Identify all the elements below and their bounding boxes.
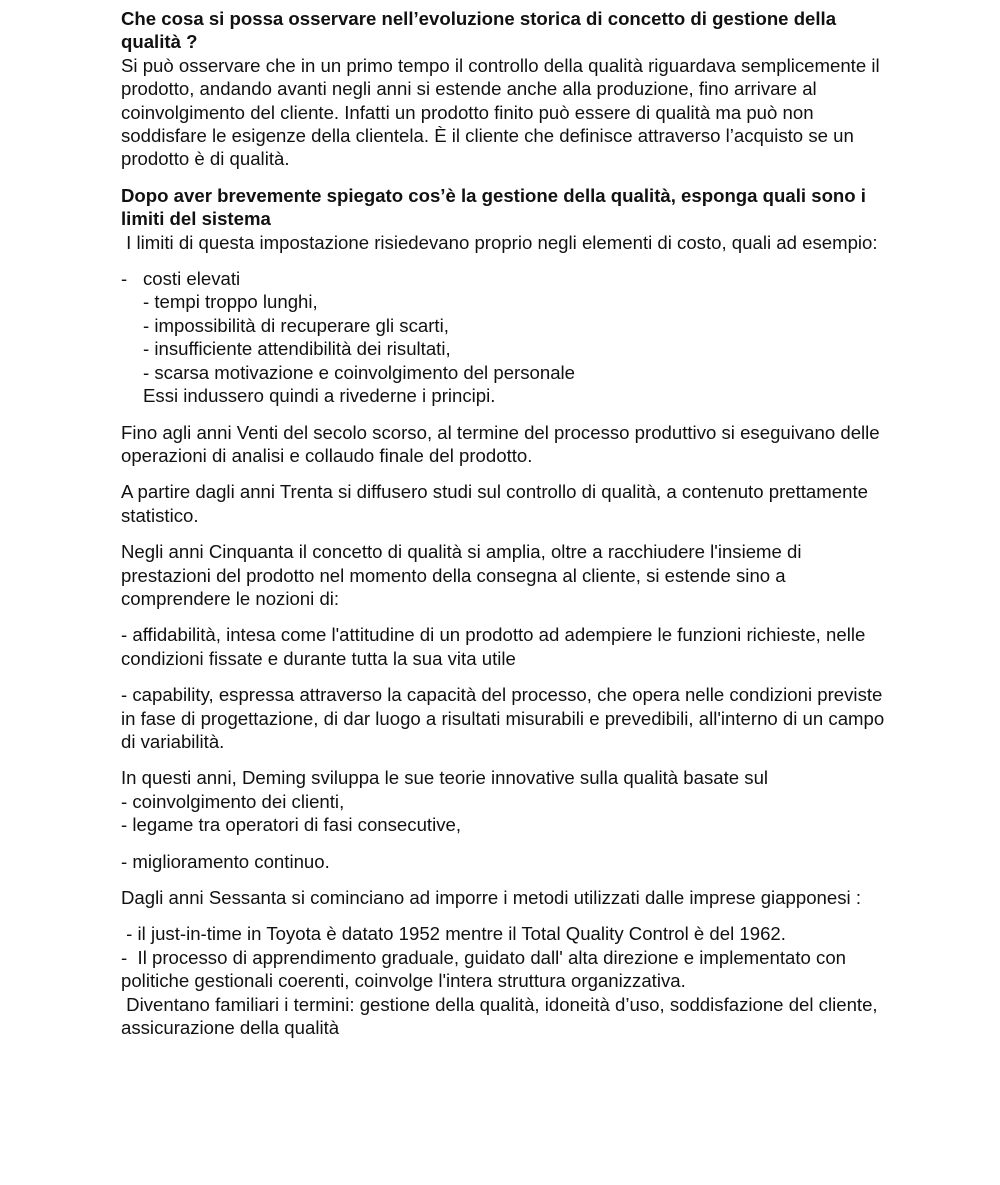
deming-line: - coinvolgimento dei clienti, — [121, 790, 345, 812]
list-item-text: costi elevati — [143, 268, 241, 290]
paragraph-fifties: Negli anni Cinquanta il concetto di qualità si amplia, oltre a racchiudere l'insieme di prestazioni del prodotto nel momento della consegna al cliente, si estende sino a comprendere le nozioni di: — [121, 541, 802, 609]
list-item — [121, 267, 890, 290]
paragraph-thirties: A partire dagli anni Trenta si diffusero studi sul controllo di qualità, a contenuto prettamente statistico. — [121, 481, 868, 526]
list-item: - impossibilità di recuperare gli scarti, — [143, 314, 449, 336]
question-heading-limits: Dopo aver brevemente spiegato cos’è la gestione della qualità, esponga quali sono i limiti del sistema — [121, 184, 866, 230]
list-item: - insufficiente attendibilità dei risultati, — [143, 338, 451, 360]
list-bullet: - — [121, 268, 128, 290]
limits-intro: I limiti di questa impostazione risiedevano proprio negli elementi di costo, quali ad esempio: — [121, 231, 878, 253]
paragraph-sixties: Dagli anni Sessanta si cominciano ad imporre i metodi utilizzati dalle imprese giapponesi : — [121, 887, 861, 908]
japanese-line: - Il processo di apprendimento graduale, guidato dall' alta direzione e implementato con politiche gestionali coerenti, coinvolge l'intera struttura organizzativa. — [121, 946, 852, 992]
question-heading-evolution: Che cosa si possa osservare nell’evoluzione storica di concetto di gestione della qualità ? — [121, 8, 837, 53]
paragraph-capability: - capability, espressa attraverso la capacità del processo, che opera nelle condizioni previste in fase di progettazione, di dar luogo a risultati misurabili e prevedibili, all'interno di un campo di variabilità. — [121, 684, 885, 752]
limits-list — [121, 267, 890, 407]
answer-evolution: Si può osservare che in un primo tempo il controllo della qualità riguardava semplicemente il prodotto, andando avanti negli anni si estende anche alla produzione, fino arrivare al coinvolgimento del cliente. Infatti un prodotto finito può essere di qualità ma può non soddisfare le esigenze della clientela. È il cliente che definisce attraverso l’acquisto se un prodotto è di qualità. — [121, 54, 880, 170]
paragraph-deming — [121, 766, 890, 836]
deming-line: - legame tra operatori di fasi consecutive, — [121, 814, 462, 836]
paragraph-japanese-methods — [121, 922, 890, 1039]
paragraph-affidabilita: - affidabilità, intesa come l'attitudine di un prodotto ad adempiere le funzioni richieste, nelle condizioni fissate e durante tutta la sua vita utile — [121, 624, 866, 669]
paragraph-twenties: Fino agli anni Venti del secolo scorso, al termine del processo produttivo si eseguivano delle operazioni di analisi e collaudo finale del prodotto. — [121, 421, 880, 466]
list-closing-text: Essi indussero quindi a rivederne i principi. — [143, 385, 496, 407]
list-item: - tempi troppo lunghi, — [143, 291, 318, 313]
deming-line: In questi anni, Deming sviluppa le sue teorie innovative sulla qualità basate sul — [121, 767, 769, 789]
japanese-line: Diventano familiari i termini: gestione della qualità, idoneità d’uso, soddisfazione del cliente, assicurazione della qualità — [121, 993, 883, 1039]
japanese-line: - il just-in-time in Toyota è datato 1952 mentre il Total Quality Control è del 1962. — [121, 923, 786, 945]
list-item: - scarsa motivazione e coinvolgimento del personale — [143, 361, 576, 383]
paragraph-miglioramento: - miglioramento continuo. — [121, 850, 330, 872]
